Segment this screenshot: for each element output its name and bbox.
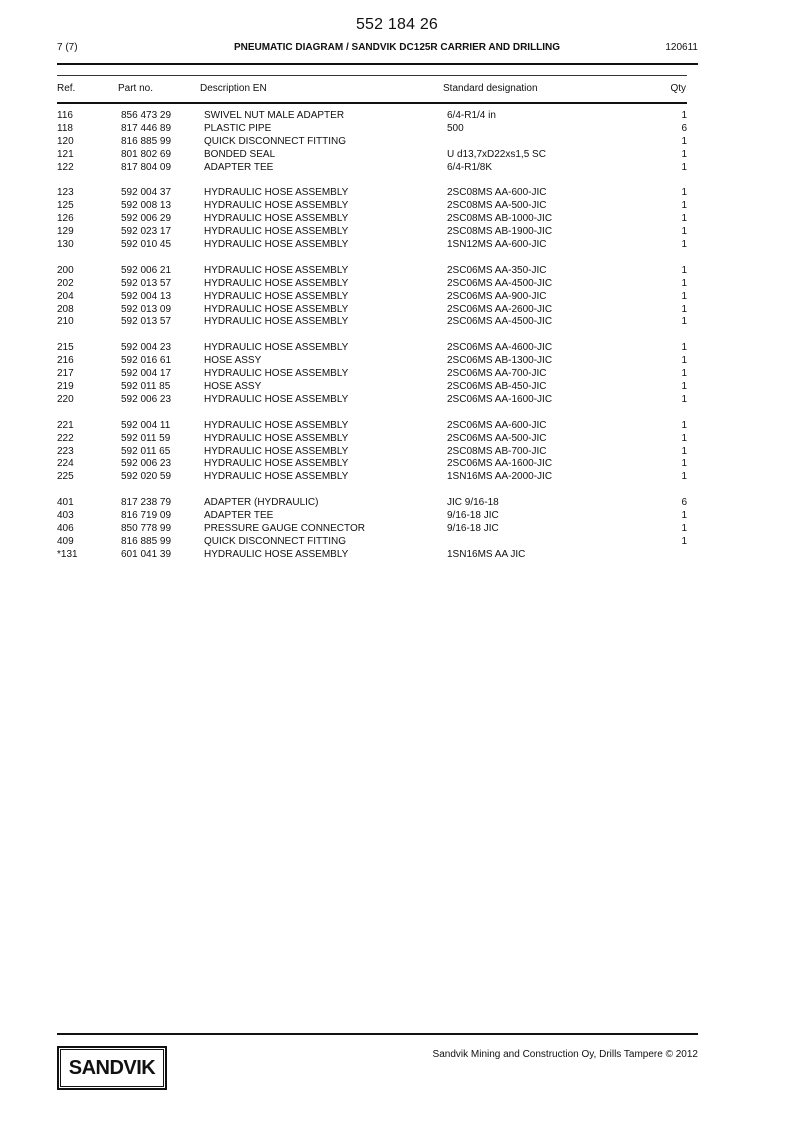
cell-qty: 1 — [681, 458, 687, 470]
table-row — [57, 304, 687, 317]
cell-desc: HYDRAULIC HOSE ASSEMBLY — [204, 213, 349, 225]
cell-qty: 1 — [681, 316, 687, 328]
cell-ref: 217 — [57, 368, 74, 380]
footer-copyright: Sandvik Mining and Construction Oy, Drills Tampere © 2012 — [432, 1049, 698, 1060]
cell-part: 592 013 57 — [121, 277, 172, 289]
doc-number: 552 184 26 — [355, 16, 439, 33]
cell-qty: 1 — [681, 148, 687, 160]
table-row — [57, 162, 687, 175]
cell-qty: 1 — [681, 187, 687, 199]
cell-desc: HYDRAULIC HOSE ASSEMBLY — [204, 226, 349, 238]
table-row — [57, 213, 687, 226]
cell-part: 592 004 37 — [121, 187, 172, 199]
cell-ref: *131 — [57, 548, 78, 560]
cell-std: 2SC06MS AB-1300-JIC — [447, 355, 553, 367]
sandvik-logo — [57, 1046, 167, 1090]
cell-std: 2SC08MS AB-1000-JIC — [447, 213, 553, 225]
cell-std: 2SC06MS AA-4500-JIC — [447, 316, 553, 328]
cell-std: 1SN12MS AA-600-JIC — [447, 239, 547, 251]
cell-part: 850 778 99 — [121, 522, 172, 534]
cell-part: 817 446 89 — [121, 122, 172, 134]
table-row — [57, 381, 687, 394]
cell-part: 592 011 85 — [121, 380, 171, 392]
cell-qty: 1 — [681, 368, 687, 380]
cell-ref: 221 — [57, 419, 74, 431]
cell-std: 2SC06MS AA-4500-JIC — [447, 277, 553, 289]
table-row — [57, 200, 687, 213]
cell-std: JIC 9/16-18 — [447, 497, 499, 509]
cell-qty: 1 — [681, 213, 687, 225]
cell-desc: HYDRAULIC HOSE ASSEMBLY — [204, 445, 349, 457]
cell-desc: HYDRAULIC HOSE ASSEMBLY — [204, 239, 349, 251]
cell-qty — [647, 549, 687, 562]
cell-std: 2SC08MS AB-1900-JIC — [447, 226, 553, 238]
cell-std: 2SC06MS AA-4600-JIC — [447, 342, 553, 354]
cell-ref: 121 — [57, 148, 74, 160]
cell-ref: 225 — [57, 471, 74, 483]
group-spacer — [57, 252, 687, 265]
column-header-part-no: Part no. — [118, 83, 154, 94]
cell-ref: 204 — [57, 290, 74, 302]
cell-ref: 403 — [57, 510, 74, 522]
cell-ref: 224 — [57, 458, 74, 470]
cell-part: 817 238 79 — [121, 497, 172, 509]
group-spacer — [57, 407, 687, 420]
cell-qty: 1 — [681, 303, 687, 315]
cell-part: 856 473 29 — [121, 110, 172, 121]
cell-desc: HYDRAULIC HOSE ASSEMBLY — [204, 548, 349, 560]
cell-part: 592 004 13 — [121, 290, 172, 302]
cell-std: 2SC06MS AA-1600-JIC — [447, 393, 553, 405]
cell-qty: 1 — [681, 522, 687, 534]
cell-ref: 200 — [57, 264, 74, 276]
cell-qty: 1 — [681, 239, 687, 251]
cell-std: 2SC06MS AA-700-JIC — [447, 368, 547, 380]
cell-part: 592 013 09 — [121, 303, 172, 315]
cell-qty: 1 — [681, 342, 687, 354]
cell-desc: HYDRAULIC HOSE ASSEMBLY — [204, 200, 349, 212]
cell-std: 2SC08MS AA-600-JIC — [447, 187, 547, 199]
cell-ref: 223 — [57, 445, 74, 457]
table-row — [57, 549, 687, 562]
cell-desc: HYDRAULIC HOSE ASSEMBLY — [204, 471, 349, 483]
column-header-standard-designation: Standard designation — [443, 83, 538, 94]
cell-ref: 409 — [57, 535, 74, 547]
cell-std: 2SC08MS AA-500-JIC — [447, 200, 547, 212]
cell-ref: 208 — [57, 303, 74, 315]
cell-qty: 1 — [681, 277, 687, 289]
cell-std — [447, 136, 647, 149]
table-row — [57, 420, 687, 433]
table-row — [57, 123, 687, 136]
cell-desc: HYDRAULIC HOSE ASSEMBLY — [204, 342, 349, 354]
cell-part: 592 004 17 — [121, 368, 172, 380]
cell-qty: 1 — [681, 200, 687, 212]
group-spacer — [57, 329, 687, 342]
cell-qty: 1 — [681, 161, 687, 173]
cell-qty: 1 — [681, 445, 687, 457]
cell-qty: 6 — [681, 497, 687, 509]
cell-qty: 1 — [681, 419, 687, 431]
cell-ref: 116 — [57, 110, 73, 121]
footer-rule — [57, 1033, 698, 1035]
parts-table — [57, 110, 687, 562]
cell-desc: HYDRAULIC HOSE ASSEMBLY — [204, 316, 349, 328]
table-row — [57, 110, 687, 123]
group-spacer — [57, 484, 687, 497]
cell-desc: HYDRAULIC HOSE ASSEMBLY — [204, 187, 349, 199]
cell-std: 9/16-18 JIC — [447, 522, 499, 534]
cell-part: 592 004 11 — [121, 419, 171, 431]
cell-qty: 1 — [681, 355, 687, 367]
cell-desc: HYDRAULIC HOSE ASSEMBLY — [204, 264, 349, 276]
column-header-rule — [57, 102, 687, 104]
cell-ref: 215 — [57, 342, 74, 354]
cell-std — [447, 536, 647, 549]
column-header-qty: Qty — [670, 83, 686, 94]
table-row — [57, 265, 687, 278]
table-row — [57, 433, 687, 446]
cell-part: 592 016 61 — [121, 355, 172, 367]
page-indicator: 7 (7) — [57, 42, 78, 53]
cell-std: 1SN16MS AA JIC — [447, 548, 526, 560]
table-row — [57, 458, 687, 471]
cell-desc: HYDRAULIC HOSE ASSEMBLY — [204, 419, 349, 431]
cell-qty: 1 — [681, 535, 687, 547]
table-row — [57, 368, 687, 381]
cell-std: 2SC06MS AA-2600-JIC — [447, 303, 553, 315]
sandvik-logo-text: SANDVIK — [60, 1049, 164, 1087]
column-header-description: Description EN — [200, 83, 267, 94]
cell-part: 592 008 13 — [121, 200, 172, 212]
cell-ref: 125 — [57, 200, 74, 212]
cell-part: 592 020 59 — [121, 471, 172, 483]
cell-ref: 120 — [57, 135, 74, 147]
cell-std: 500 — [447, 122, 464, 134]
header-subrule — [57, 75, 687, 76]
cell-desc: SWIVEL NUT MALE ADAPTER — [204, 110, 345, 121]
cell-qty: 1 — [681, 110, 687, 121]
document-title: PNEUMATIC DIAGRAM / SANDVIK DC125R CARRIER AND DRILLING — [233, 42, 561, 53]
cell-part: 592 023 17 — [121, 226, 172, 238]
cell-std: 1SN16MS AA-2000-JIC — [447, 471, 553, 483]
cell-part: 816 885 99 — [121, 135, 172, 147]
cell-qty: 1 — [681, 380, 687, 392]
cell-desc: PLASTIC PIPE — [204, 122, 272, 134]
cell-part: 592 006 23 — [121, 393, 172, 405]
cell-ref: 202 — [57, 277, 74, 289]
cell-part: 592 006 23 — [121, 458, 172, 470]
cell-desc: QUICK DISCONNECT FITTING — [204, 135, 347, 147]
cell-qty: 1 — [681, 226, 687, 238]
table-row — [57, 497, 687, 510]
cell-part: 592 004 23 — [121, 342, 172, 354]
cell-part: 816 719 09 — [121, 510, 172, 522]
group-spacer — [57, 175, 687, 188]
cell-ref: 122 — [57, 161, 74, 173]
cell-std: 9/16-18 JIC — [447, 510, 499, 522]
column-header-ref: Ref. — [57, 83, 76, 94]
cell-qty: 1 — [681, 393, 687, 405]
cell-std: 2SC06MS AA-600-JIC — [447, 419, 547, 431]
cell-part: 601 041 39 — [121, 548, 172, 560]
cell-desc: HYDRAULIC HOSE ASSEMBLY — [204, 393, 349, 405]
cell-ref: 130 — [57, 239, 74, 251]
cell-std: 2SC06MS AA-500-JIC — [447, 432, 547, 444]
cell-qty: 1 — [681, 471, 687, 483]
cell-ref: 126 — [57, 213, 74, 225]
cell-part: 592 013 57 — [121, 316, 172, 328]
table-row — [57, 446, 687, 459]
cell-desc: ADAPTER (HYDRAULIC) — [204, 497, 319, 509]
cell-ref: 123 — [57, 187, 74, 199]
table-row — [57, 394, 687, 407]
cell-part: 801 802 69 — [121, 148, 172, 160]
cell-part: 592 006 29 — [121, 213, 172, 225]
cell-qty: 1 — [681, 432, 687, 444]
cell-qty: 1 — [681, 264, 687, 276]
table-row — [57, 536, 687, 549]
table-row — [57, 510, 687, 523]
table-row — [57, 149, 687, 162]
table-row — [57, 239, 687, 252]
cell-ref: 118 — [57, 122, 73, 134]
cell-part: 592 010 45 — [121, 239, 172, 251]
cell-part: 816 885 99 — [121, 535, 172, 547]
cell-part: 592 006 21 — [121, 264, 172, 276]
cell-desc: HYDRAULIC HOSE ASSEMBLY — [204, 277, 349, 289]
cell-std: 2SC08MS AB-700-JIC — [447, 445, 547, 457]
cell-qty: 1 — [681, 290, 687, 302]
cell-part: 817 804 09 — [121, 161, 172, 173]
cell-desc: HYDRAULIC HOSE ASSEMBLY — [204, 432, 349, 444]
cell-ref: 216 — [57, 355, 74, 367]
cell-desc: HYDRAULIC HOSE ASSEMBLY — [204, 368, 349, 380]
cell-desc: ADAPTER TEE — [204, 510, 274, 522]
cell-desc: QUICK DISCONNECT FITTING — [204, 535, 347, 547]
cell-std: 2SC06MS AB-450-JIC — [447, 380, 547, 392]
table-row — [57, 291, 687, 304]
cell-qty: 1 — [681, 135, 687, 147]
table-row — [57, 355, 687, 368]
header-rule — [57, 63, 698, 65]
table-row — [57, 187, 687, 200]
cell-desc: BONDED SEAL — [204, 148, 276, 160]
table-row — [57, 136, 687, 149]
cell-qty: 1 — [681, 510, 687, 522]
cell-desc: HYDRAULIC HOSE ASSEMBLY — [204, 303, 349, 315]
table-row — [57, 278, 687, 291]
cell-part: 592 011 65 — [121, 445, 171, 457]
cell-std: 6/4-R1/8K — [447, 161, 493, 173]
cell-std: U d13,7xD22xs1,5 SC — [447, 148, 546, 160]
cell-ref: 210 — [57, 316, 74, 328]
cell-desc: HOSE ASSY — [204, 355, 262, 367]
cell-part: 592 011 59 — [121, 432, 171, 444]
cell-std: 2SC06MS AA-1600-JIC — [447, 458, 553, 470]
cell-ref: 401 — [57, 497, 74, 509]
cell-desc: ADAPTER TEE — [204, 161, 274, 173]
table-row — [57, 226, 687, 239]
cell-ref: 220 — [57, 393, 74, 405]
table-row — [57, 471, 687, 484]
cell-ref: 406 — [57, 522, 74, 534]
cell-desc: HOSE ASSY — [204, 380, 262, 392]
document-code: 120611 — [665, 42, 698, 53]
cell-std: 2SC06MS AA-350-JIC — [447, 264, 547, 276]
cell-std: 6/4-R1/4 in — [447, 110, 496, 121]
cell-ref: 222 — [57, 432, 74, 444]
table-row — [57, 342, 687, 355]
table-row — [57, 316, 687, 329]
table-row — [57, 523, 687, 536]
cell-desc: HYDRAULIC HOSE ASSEMBLY — [204, 290, 349, 302]
cell-ref: 129 — [57, 226, 74, 238]
cell-desc: PRESSURE GAUGE CONNECTOR — [204, 522, 365, 534]
cell-desc: HYDRAULIC HOSE ASSEMBLY — [204, 458, 349, 470]
cell-qty: 6 — [681, 122, 687, 134]
cell-ref: 219 — [57, 380, 74, 392]
cell-std: 2SC06MS AA-900-JIC — [447, 290, 547, 302]
